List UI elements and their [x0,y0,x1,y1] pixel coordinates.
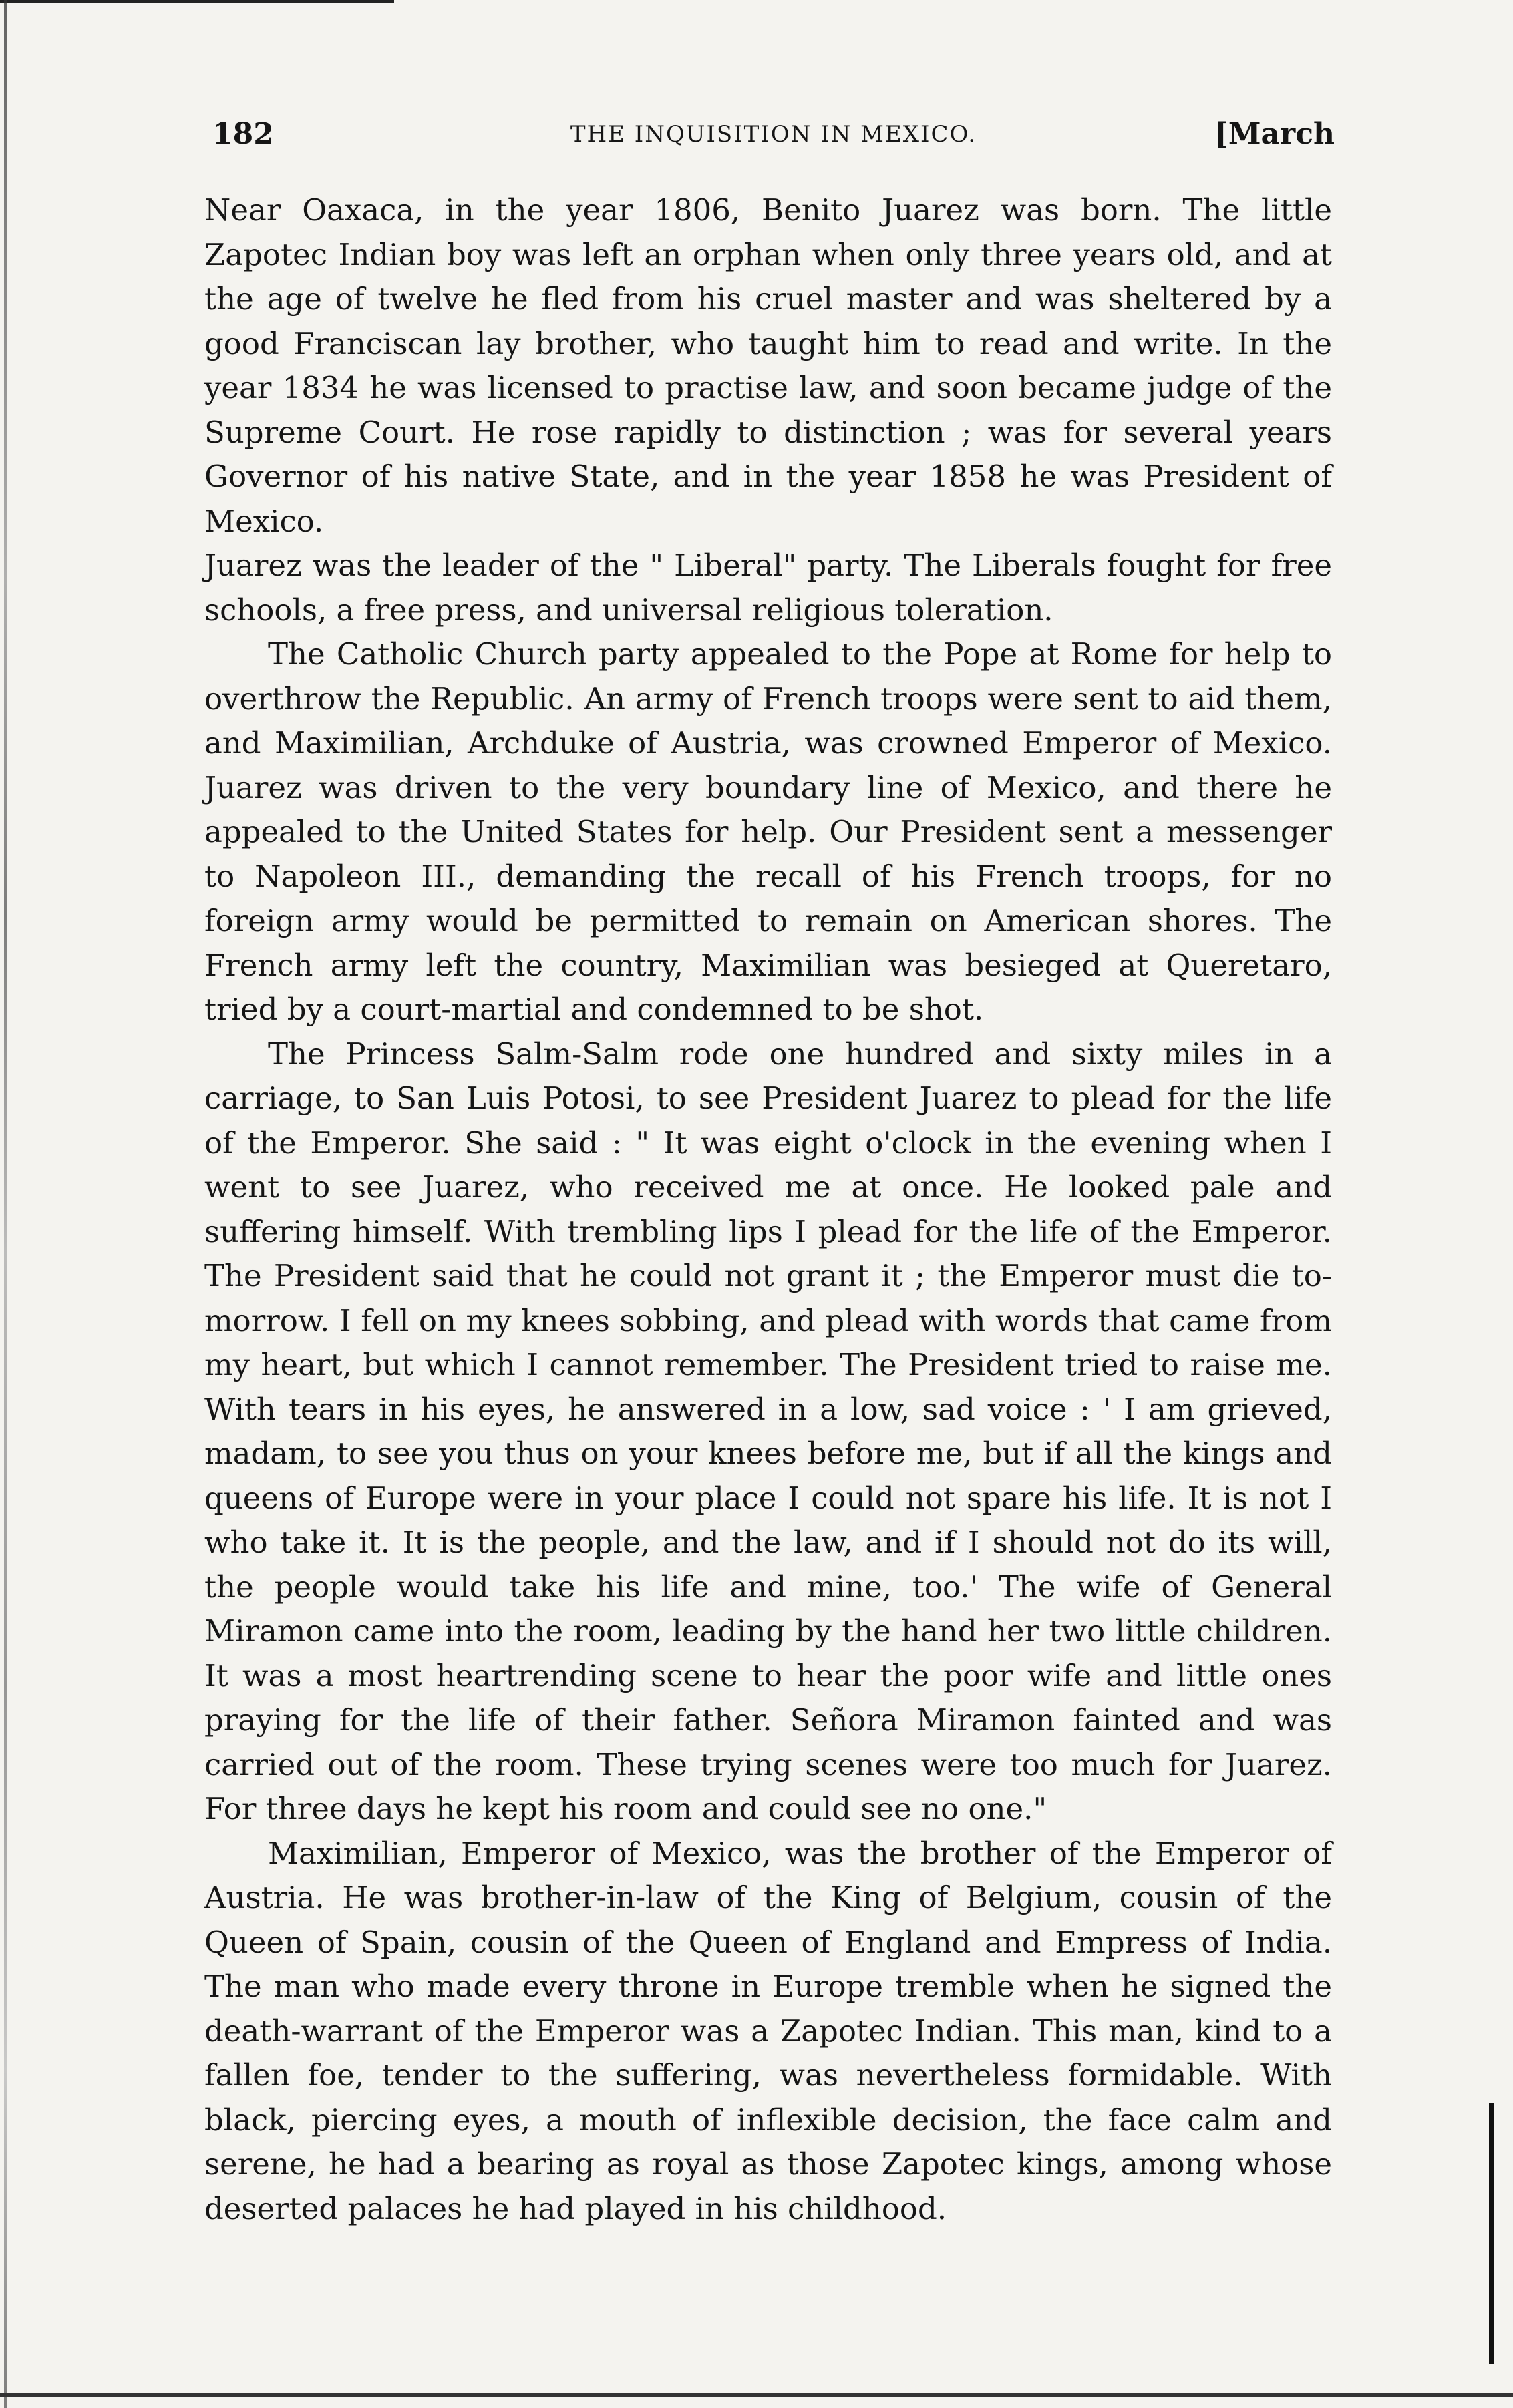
paragraph: Maximilian, Emperor of Mexico, was the brother of the Emperor of Austria. He was brother-in-law of the King of Belgium, cousin of the Queen of Spain, cousin of the Queen of England and Empress of India. The man who made every throne in Europe tremble when he signed the death-warrant of the Emperor was a Zapotec Indian. This man, kind to a fallen foe, tender to the suffering, was nevertheless formidable. With black, piercing eyes, a mouth of inflexible decision, the face calm and serene, he had a bearing as royal as those Zapotec kings, among whose deserted palaces he had played in his childhood. [204,1835,1332,2226]
scan-left-edge [4,0,7,2408]
scan-right-edge [1489,2103,1494,2364]
body-text [204,188,1332,2231]
paragraph: Juarez was the leader of the " Liberal" party. The Liberals fought for free schools, a free press, and universal religious toleration. [204,548,1332,628]
paragraph: The Princess Salm-Salm rode one hundred and sixty miles in a carriage, to San Luis Potosi, to see President Juarez to plead for the life of the Emperor. She said : " It was eight o'clock in the evening when I went to see Juarez, who received me at once. He looked pale and suffering himself. With trembling lips I plead for the life of the Emperor. The President said that he could not grant it ; the Emperor must die to-morrow. I fell on my knees sobbing, and plead with words that came from my heart, but which I cannot remember. The President tried to raise me. With tears in his eyes, he answered in a low, sad voice : ' I am grieved, madam, to see you thus on your knees before me, but if all the kings and queens of Europe were in your place I could not spare his life. It is not I who take it. It is the people, and the law, and if I should not do its will, the people would take his life and mine, too.' The wife of General Miramon came into the room, leading by the hand her two little children. It was a most heartrending scene to hear the poor wife and little ones praying for the life of their father. Señora Miramon fainted and was carried out of the room. These trying scenes were too much for Juarez. For three days he kept his room and could see no one." [204,1036,1332,1826]
page-number: 182 [212,117,274,151]
month-label: [March [1214,117,1335,151]
paragraph: The Catholic Church party appealed to the Pope at Rome for help to overthrow the Republic. An army of French troops were sent to aid them, and Maximilian, Archduke of Austria, was crowned Emperor of Mexico. Juarez was driven to the very boundary line of Mexico, and there he appealed to the United States for help. Our President sent a messenger to Napoleon III., demanding the recall of his French troops, for no foreign army would be permitted to remain on American shores. The French army left the country, Maximilian was besieged at Queretaro, tried by a court-martial and condemned to be shot. [204,636,1332,1027]
running-title: THE INQUISITION IN MEXICO. [570,121,977,148]
paragraph: Near Oaxaca, in the year 1806, Benito Juarez was born. The little Zapotec Indian boy was left an orphan when only three years old, and at the age of twelve he fled from his cruel master and was sheltered by a good Franciscan lay brother, who taught him to read and write. In the year 1834 he was licensed to practise law, and soon became judge of the Supreme Court. He rose rapidly to distinction ; was for several years Governor of his native State, and in the year 1858 he was President of Mexico. [204,192,1332,539]
scan-bottom-edge [0,2393,1513,2397]
page-header [212,117,1335,164]
scan-top-edge [0,0,394,3]
